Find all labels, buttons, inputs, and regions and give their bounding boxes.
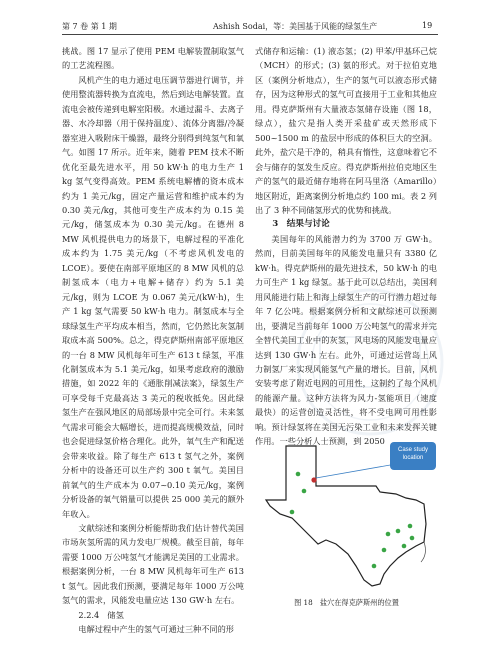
right-column — [255, 44, 437, 449]
body-paragraph: 式储存和运输：(1) 液态氢；(2) 甲苯/甲基环己烷（MCH）的形式；(3) 氨的形式。对于拉伯克地区（案例分析地点），生产的氢气可以液态形式储存，因为这种形式的氢气可直接用于工业和其他应用。得克萨斯州有大量液态氢储存设施（图 18，绿点），盐穴是指人类开采盐矿或天然形成下 500~1500 m 的盐层中形成的体积巨大的空洞。此外，盐穴是干净的，稍具有惰性，这意味着它不会与储存的氢发生反应。得克萨斯州拉伯克地区生产的氢气的最近储存地将在阿马里洛（Amarillo）地区附近，距离案例分析地点约 100 mi。表 2 列出了 3 种不同储氢形式的优势和挑战。 — [255, 46, 437, 215]
body-paragraph: 风机产生的电力通过电压调节器进行调节，并使用整流器转换为直流电，然后到达电解装置。直流电会被传递到电解室阳极。水通过漏斗、去离子器、水冷却器（用于保持温度）、流体分离器/冷凝器室进入吸附床干燥器，最终分别得到纯氢气和氧气。如图 17 所示。近年来，随着 PEM 技术不断优化至最先进水平，用 50 kW·h 的电力生产 1 kg 氢气变得高效。PEM 系统电解槽的资本成本约为 1 美元/kg，固定产量运营和维护成本约为 0.30 美元/kg，其他可变生产成本约为 0.15 美元/kg，储氢成本为 0.30 美元/kg。在德州 8 MW 风机提供电力的场景下，电解过程的平准化成本约为 1.75 美元/kg（不考虑风机发电的 LCOE）。要使在南部平原地区的 8 MW 风机的总制氢成本（电力+电解+储存）约为 5.1 美元/kg，则为 LCOE 为 0.067 美元/(kW·h)，生产 1 kg 氢气需要 50 kW·h 电力。制氢成本与全球绿氢生产平均成本相当，然而，它仍然比灰氢制取成本高 500%。总之，得克萨斯州南部平原地区的一台 8 MW 风机每年可生产 613 t 绿氢，平准化制氢成本为 5.1 美元/kg，如果考虑政府的激励措施，如 2022 年的《通胀削减法案》，绿氢生产可享受每千克最高达 3 美元的税收抵免。因此绿氢生产在强风地区的局部场景中完全可行。未来氢气需求可能会大幅增长，进而提高规模效益，同时也会促进绿氢价格合理化。此外，氧气生产和配送会带来收益。除了每生产 613 t 氢气之外，案例分析中的设备还可以生产约 300 t 氧气。美国目前氧气的生产成本为 0.07~0.10 美元/kg，案例分析设备的氧气销量可以提供 25 000 美元的额外年收入。 — [62, 74, 244, 519]
case-study-site-marker — [311, 477, 316, 482]
body-paragraph: 文献综述和案例分析能帮助我们估计替代美国市场灰氢所需的风力发电厂规模。截至目前，每年需要 1000 万公吨氢气才能满足美国的工业需求。根据案例分析，一台 8 MW 风机每年可生产 613 t 氢气。因此我们预测，要满足每年 1000 万公吨氢气的需求，风能发电量应达 130 GW·h 左右。 — [62, 522, 244, 606]
callout-text: Case study location — [397, 447, 428, 461]
left-column — [62, 44, 244, 637]
map-svg — [256, 434, 439, 594]
page-number: 19 — [422, 21, 433, 30]
body-paragraph: 美国每年的风能潜力约为 3700 万 GW·h。然而，目前美国每年的风能发电量只有 3380 亿 kW·h。得克萨斯州的最先进技术，50 kW·h 的电力可生产 1 kg 绿氢。基于此可以总结出，美国利用风能进行陆上和海上绿氢生产的可行潜力超过每年 7 亿公吨。根据案例分析和文献综述可以预测出，要满足当前每年 1000 万公吨氢气的需求并完全替代美国工业中的灰氢，风电场的风能发电量应达到 130 GW·h 左右。此外，可通过运营岛上风力制氢厂来实现风能氢气产量的增长。目前，风机安装考虑了附近电网的可用性，这制约了每个风机的能源产量。这种方法将为风力-氢能项目（速度最快）的运营创造灵活性，将不受电网可用性影响。预计绿氢将在美国无污染工业和未来发挥关键作用。一些分析人士预测，到 2050 — [255, 233, 437, 447]
running-title: Ashish Sodai，等：美国基于风能的绿氢生产 — [213, 22, 378, 31]
salt-cavern-dot — [382, 548, 387, 553]
salt-cavern-dot — [296, 472, 301, 477]
texas-salt-cavern-map — [256, 434, 439, 594]
body-paragraph: 挑战。图 17 显示了使用 PEM 电解装置制取氢气的工艺流程图。 — [62, 46, 244, 71]
salt-cavern-dot — [386, 532, 391, 537]
body-paragraph: 电解过程中产生的氢气可通过三种不同的形 — [78, 624, 234, 635]
header-rule — [62, 34, 438, 35]
subsection-heading: 2.2.4 储氢 — [78, 609, 124, 620]
salt-cavern-dot — [402, 544, 407, 549]
salt-cavern-dot — [302, 489, 307, 494]
journal-volume: 第 7 卷 第 1 期 — [62, 22, 117, 31]
salt-cavern-dot — [372, 564, 377, 569]
section-heading: 3 结果与讨论 — [272, 219, 330, 230]
salt-cavern-dot — [290, 510, 295, 515]
page-header — [0, 0, 500, 44]
figure-caption: 图 18 盐穴在得克萨斯州的位置 — [294, 598, 399, 607]
salt-cavern-dot — [408, 524, 413, 529]
callout-leader — [316, 464, 396, 478]
salt-cavern-dot — [410, 536, 415, 541]
salt-cavern-dot — [396, 529, 401, 534]
gulf-coast — [421, 542, 425, 562]
